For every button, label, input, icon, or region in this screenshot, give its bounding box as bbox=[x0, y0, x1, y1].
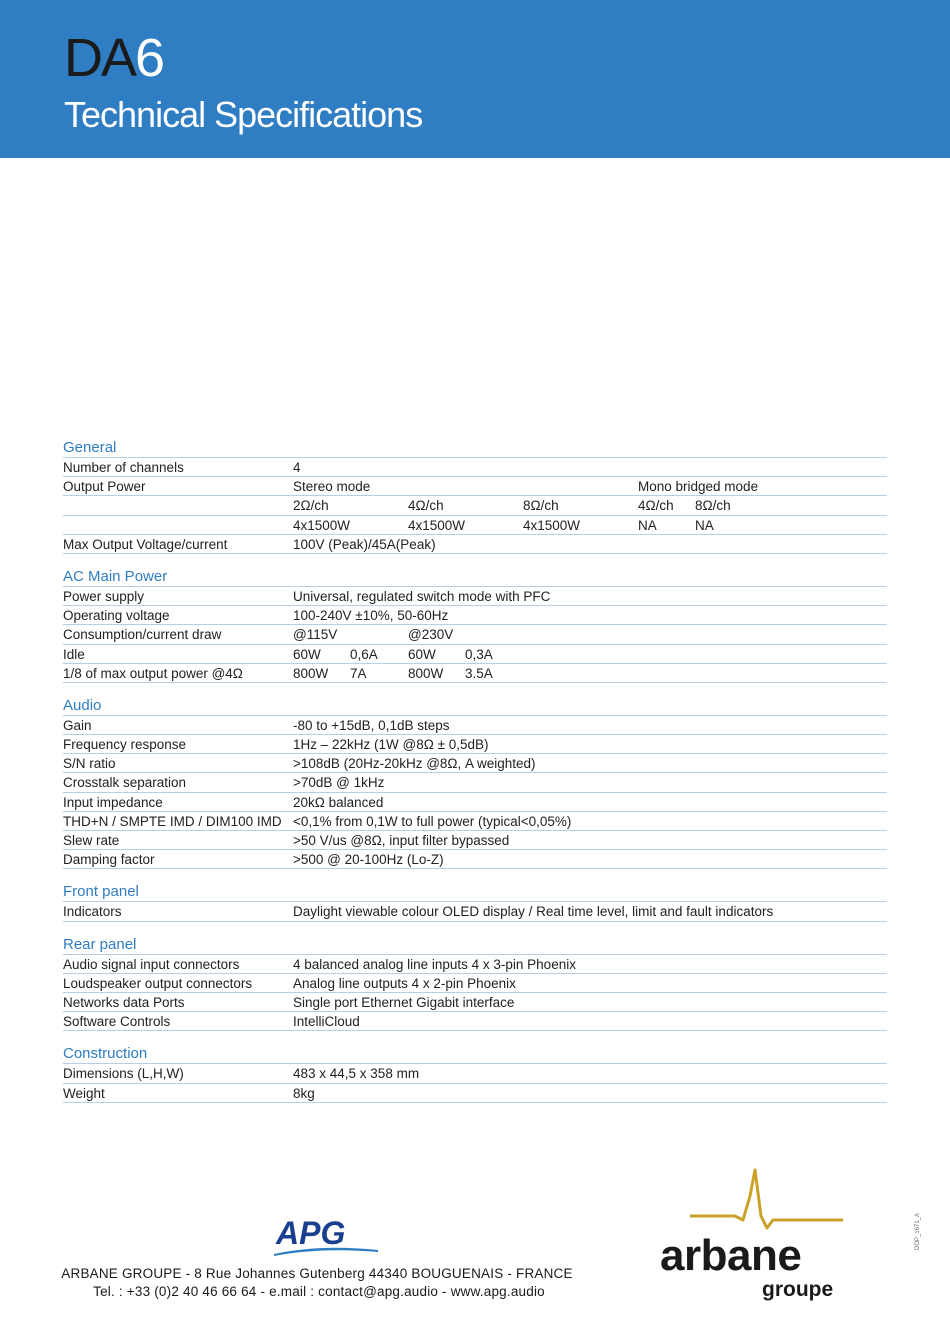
eighth-115-watts: 800W bbox=[293, 665, 329, 681]
row-label: Weight bbox=[63, 1085, 105, 1101]
row-value: 100-240V ±10%, 50-60Hz bbox=[293, 608, 449, 624]
spec-table bbox=[63, 438, 887, 1103]
table-row bbox=[63, 850, 887, 869]
mono-impedance-8: 8Ω/ch bbox=[695, 498, 731, 514]
row-value: >50 V/us @8Ω, input filter bypassed bbox=[293, 833, 510, 848]
table-row bbox=[63, 1012, 887, 1031]
eighth-115-amps: 7A bbox=[350, 665, 367, 681]
table-row bbox=[63, 645, 887, 664]
row-label: Operating voltage bbox=[63, 608, 170, 624]
idle-115-amps: 0,6A bbox=[350, 646, 378, 662]
power-2: 4x1500W bbox=[293, 517, 351, 533]
table-row bbox=[63, 955, 887, 974]
model-prefix: DA bbox=[64, 28, 136, 88]
mono-mode-header: Mono bridged mode bbox=[638, 479, 759, 495]
row-label: Idle bbox=[63, 646, 85, 662]
section-title: Rear panel bbox=[63, 935, 887, 955]
row-label: Software Controls bbox=[63, 1014, 171, 1030]
table-row bbox=[63, 664, 887, 683]
row-value: 483 x 44,5 x 358 mm bbox=[293, 1066, 420, 1082]
row-value: >500 @ 20-100Hz (Lo-Z) bbox=[293, 852, 444, 868]
table-row bbox=[63, 516, 887, 535]
row-label: Frequency response bbox=[63, 737, 187, 753]
stereo-mode-header: Stereo mode bbox=[293, 479, 371, 495]
section-general bbox=[63, 438, 887, 554]
header-banner bbox=[0, 0, 950, 158]
row-value: >70dB @ 1kHz bbox=[293, 775, 385, 791]
row-value: <0,1% from 0,1W to full power (typical<0,05%) bbox=[293, 813, 572, 829]
table-row bbox=[63, 587, 887, 606]
row-label: 1/8 of max output power @4Ω bbox=[63, 665, 243, 681]
section-ac-main-power bbox=[63, 567, 887, 683]
section-audio bbox=[63, 696, 887, 870]
row-value: Analog line outputs 4 x 2-pin Phoenix bbox=[293, 975, 516, 991]
row-label: Input impedance bbox=[63, 794, 163, 810]
table-row bbox=[63, 754, 887, 773]
power-8: 4x1500W bbox=[523, 517, 581, 533]
row-value: 100V (Peak)/45A(Peak) bbox=[293, 536, 436, 552]
model-number: 6 bbox=[135, 28, 164, 88]
row-label: THD+N / SMPTE IMD / DIM100 IMD bbox=[63, 813, 282, 829]
section-construction bbox=[63, 1044, 887, 1102]
section-front-panel bbox=[63, 882, 887, 921]
mono-power-4: NA bbox=[638, 517, 657, 533]
table-row bbox=[63, 831, 887, 850]
table-row bbox=[63, 716, 887, 735]
row-label: Indicators bbox=[63, 904, 122, 920]
voltage-230-header: @230V bbox=[408, 627, 454, 643]
table-row bbox=[63, 606, 887, 625]
idle-230-watts: 60W bbox=[408, 646, 436, 662]
row-label: S/N ratio bbox=[63, 756, 116, 772]
model-name bbox=[64, 28, 163, 88]
waveform-icon bbox=[655, 1168, 855, 1238]
row-value: 1Hz – 22kHz (1W @8Ω ± 0,5dB) bbox=[293, 737, 489, 753]
table-row bbox=[63, 1064, 887, 1083]
row-label: Consumption/current draw bbox=[63, 627, 222, 643]
row-value: 20kΩ balanced bbox=[293, 794, 384, 810]
row-label: Crosstalk separation bbox=[63, 775, 187, 791]
section-rear-panel bbox=[63, 935, 887, 1032]
row-value: IntelliCloud bbox=[293, 1014, 360, 1030]
footer-address: ARBANE GROUPE - 8 Rue Johannes Gutenberg 44340 BOUGUENAIS - FRANCE bbox=[61, 1266, 573, 1281]
section-title: General bbox=[63, 438, 887, 458]
row-label: Gain bbox=[63, 717, 92, 733]
table-row bbox=[63, 773, 887, 792]
row-value: 4 balanced analog line inputs 4 x 3-pin Phoenix bbox=[293, 956, 576, 972]
arbane-wordmark: arbane bbox=[660, 1231, 802, 1280]
table-row bbox=[63, 458, 887, 477]
voltage-115-header: @115V bbox=[293, 627, 338, 643]
idle-230-amps: 0,3A bbox=[465, 646, 493, 662]
idle-115-watts: 60W bbox=[293, 646, 321, 662]
row-value: 4 bbox=[293, 460, 301, 475]
row-label: Networks data Ports bbox=[63, 994, 185, 1010]
table-row bbox=[63, 535, 887, 554]
section-title: Audio bbox=[63, 696, 887, 716]
impedance-2: 2Ω/ch bbox=[293, 498, 329, 514]
power-4: 4x1500W bbox=[408, 517, 466, 533]
row-value: Single port Ethernet Gigabit interface bbox=[293, 994, 515, 1010]
arbane-logo bbox=[655, 1168, 855, 1308]
document-reference: DOP_1671_A bbox=[915, 1212, 921, 1250]
table-row bbox=[63, 625, 887, 644]
section-title: Construction bbox=[63, 1044, 887, 1064]
row-label: Dimensions (L,H,W) bbox=[63, 1066, 184, 1082]
row-label: Damping factor bbox=[63, 852, 155, 868]
row-value: Daylight viewable colour OLED display / Real time level, limit and fault indicators bbox=[293, 904, 774, 920]
table-row bbox=[63, 496, 887, 515]
row-label: Audio signal input connectors bbox=[63, 956, 240, 972]
mono-impedance-4: 4Ω/ch bbox=[638, 498, 674, 514]
table-row bbox=[63, 735, 887, 754]
row-label: Power supply bbox=[63, 588, 145, 604]
table-row bbox=[63, 793, 887, 812]
mono-power-8: NA bbox=[695, 517, 714, 533]
table-row bbox=[63, 902, 887, 921]
table-row bbox=[63, 993, 887, 1012]
eighth-230-amps: 3.5A bbox=[465, 665, 493, 681]
footer-contact: Tel. : +33 (0)2 40 46 66 64 - e.mail : contact@apg.audio - www.apg.audio bbox=[93, 1284, 545, 1299]
apg-logo-text: APG bbox=[276, 1215, 346, 1251]
arbane-sub-wordmark: groupe bbox=[762, 1278, 834, 1301]
table-row bbox=[63, 1084, 887, 1103]
impedance-8: 8Ω/ch bbox=[523, 498, 559, 514]
section-title: AC Main Power bbox=[63, 567, 887, 587]
table-row bbox=[63, 974, 887, 993]
impedance-4: 4Ω/ch bbox=[408, 498, 444, 514]
row-label: Slew rate bbox=[63, 833, 120, 848]
row-label: Output Power bbox=[63, 479, 146, 495]
apg-logo bbox=[270, 1214, 380, 1262]
row-label: Max Output Voltage/current bbox=[63, 536, 228, 552]
row-value: >108dB (20Hz-20kHz @8Ω, A weighted) bbox=[293, 756, 536, 772]
eighth-230-watts: 800W bbox=[408, 665, 444, 681]
table-row bbox=[63, 812, 887, 831]
page-title: Technical Specifications bbox=[64, 94, 423, 135]
section-title: Front panel bbox=[63, 882, 887, 902]
row-value: 8kg bbox=[293, 1085, 315, 1101]
row-value: Universal, regulated switch mode with PFC bbox=[293, 588, 551, 604]
table-row bbox=[63, 477, 887, 496]
row-label: Loudspeaker output connectors bbox=[63, 975, 253, 991]
row-label: Number of channels bbox=[63, 460, 184, 475]
row-value: -80 to +15dB, 0,1dB steps bbox=[293, 717, 450, 733]
